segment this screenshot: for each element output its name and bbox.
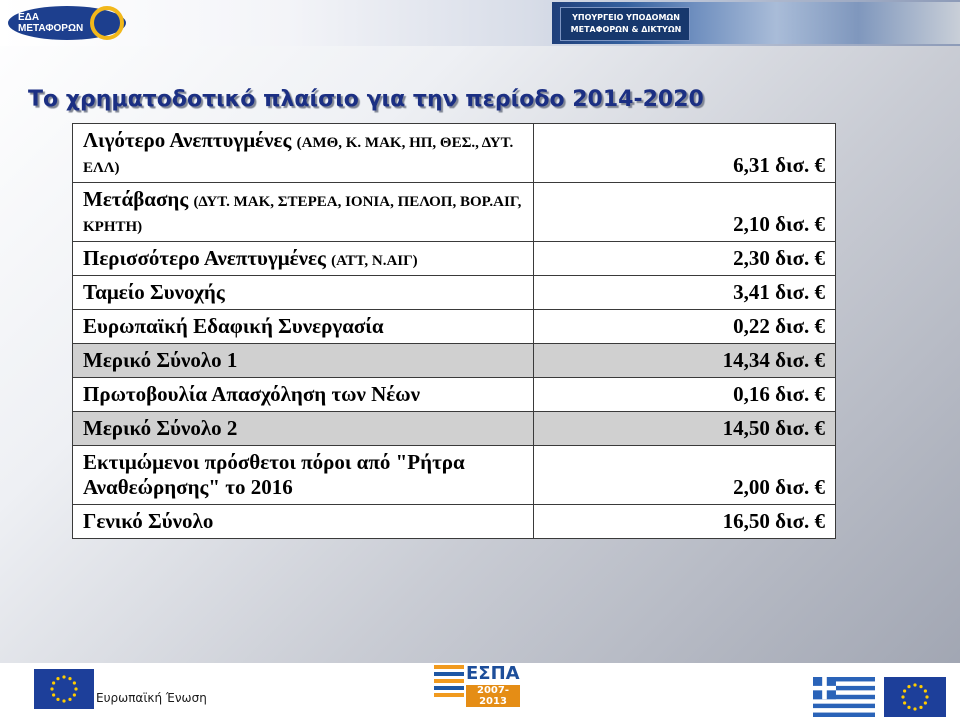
eu-logo	[34, 667, 214, 717]
header-bar	[0, 0, 960, 46]
row-region-note: (ΑΤΤ, Ν.ΑΙΓ)	[331, 253, 418, 269]
row-amount: 6,31 δισ. €	[534, 124, 836, 183]
funding-table	[72, 123, 836, 539]
row-label: Εκτιμώμενοι πρόσθετοι πόροι από "Ρήτρα Αναθεώρησης" το 2016	[83, 450, 465, 499]
row-label-cell	[73, 310, 534, 344]
swirl-icon	[90, 6, 124, 40]
row-label: Γενικό Σύνολο	[83, 509, 214, 533]
ministry-banner	[552, 2, 960, 44]
eu-caption: Ευρωπαϊκή Ένωση	[96, 691, 207, 705]
star-icon	[52, 681, 55, 684]
star-icon	[903, 701, 906, 704]
row-amount: 14,50 δισ. €	[534, 412, 836, 446]
row-label: Ευρωπαϊκή Εδαφική Συνεργασία	[83, 314, 384, 338]
star-icon	[919, 706, 922, 709]
row-label-cell	[73, 276, 534, 310]
row-label: Πρωτοβουλία Απασχόληση των Νέων	[83, 382, 420, 406]
ministry-label	[560, 7, 690, 41]
table-row	[73, 276, 836, 310]
star-icon	[62, 675, 65, 678]
table-row	[73, 310, 836, 344]
star-icon	[901, 695, 904, 698]
star-icon	[56, 698, 59, 701]
row-amount: 14,34 δισ. €	[534, 344, 836, 378]
star-icon	[73, 693, 76, 696]
star-icon	[68, 698, 71, 701]
star-icon	[925, 695, 928, 698]
row-amount: 2,10 δισ. €	[534, 183, 836, 242]
espa-title: ΕΣΠΑ	[466, 663, 520, 684]
star-icon	[50, 687, 53, 690]
star-icon	[73, 681, 76, 684]
star-icon	[52, 693, 55, 696]
star-icon	[62, 699, 65, 702]
table-row	[73, 344, 836, 378]
row-label: Ταμείο Συνοχής	[83, 280, 225, 304]
star-icon	[907, 685, 910, 688]
star-icon	[919, 685, 922, 688]
row-region-note: (ΔΥΤ. ΜΑΚ, ΣΤΕΡΕΑ, ΙΟΝΙΑ, ΠΕΛΟΠ, ΒΟΡ.ΑΙΓ, ΚΡΗΤΗ)	[83, 194, 522, 235]
page-title: Το χρηματοδοτικό πλαίσιο για την περίοδο 2014-2020	[28, 87, 704, 112]
row-label-cell	[73, 124, 534, 183]
table-row	[73, 505, 836, 539]
row-label-cell	[73, 412, 534, 446]
row-label-cell	[73, 344, 534, 378]
agency-logo-text: ΕΔΑ ΜΕΤΑΦΟΡΩΝ	[18, 12, 84, 34]
row-amount: 0,16 δισ. €	[534, 378, 836, 412]
row-label-cell	[73, 505, 534, 539]
espa-logo	[434, 665, 522, 717]
espa-mark-icon	[434, 665, 464, 699]
table-row	[73, 412, 836, 446]
table-row	[73, 124, 836, 183]
row-amount: 2,00 δισ. €	[534, 446, 836, 505]
table-row	[73, 378, 836, 412]
footer-bar	[0, 663, 960, 720]
row-region-note: (ΑΜΘ, Κ. ΜΑΚ, ΗΠ, ΘΕΣ., ΔΥΤ. ΕΛΛ)	[83, 135, 514, 176]
table-row	[73, 446, 836, 505]
star-icon	[913, 707, 916, 710]
table-row	[73, 242, 836, 276]
table-row	[73, 183, 836, 242]
star-icon	[913, 683, 916, 686]
star-icon	[924, 689, 927, 692]
row-amount: 16,50 δισ. €	[534, 505, 836, 539]
star-icon	[907, 706, 910, 709]
row-amount: 3,41 δισ. €	[534, 276, 836, 310]
espa-years: 2007-2013	[466, 685, 520, 707]
row-label-cell	[73, 378, 534, 412]
ministry-line: ΥΠΟΥΡΓΕΙΟ ΥΠΟΔΟΜΩΝ	[572, 13, 680, 22]
row-label: Μερικό Σύνολο 2	[83, 416, 238, 440]
row-amount: 2,30 δισ. €	[534, 242, 836, 276]
ministry-line: ΜΕΤΑΦΟΡΩΝ & ΔΙΚΤΥΩΝ	[570, 25, 682, 34]
greek-flag-icon	[813, 677, 875, 717]
row-label: Περισσότερο Ανεπτυγμένες	[83, 246, 332, 270]
row-amount: 0,22 δισ. €	[534, 310, 836, 344]
star-icon	[924, 701, 927, 704]
row-label-cell	[73, 446, 534, 505]
row-label: Μετάβασης	[83, 187, 194, 211]
row-label: Μερικό Σύνολο 1	[83, 348, 238, 372]
row-label: Λιγότερο Ανεπτυγμένες	[83, 128, 297, 152]
row-label-cell	[73, 242, 534, 276]
star-icon	[903, 689, 906, 692]
eu-flag-icon	[884, 677, 946, 717]
star-icon	[74, 687, 77, 690]
row-label-cell	[73, 183, 534, 242]
agency-logo	[6, 2, 146, 42]
star-icon	[68, 677, 71, 680]
star-icon	[56, 677, 59, 680]
eu-flag-icon	[34, 669, 94, 709]
